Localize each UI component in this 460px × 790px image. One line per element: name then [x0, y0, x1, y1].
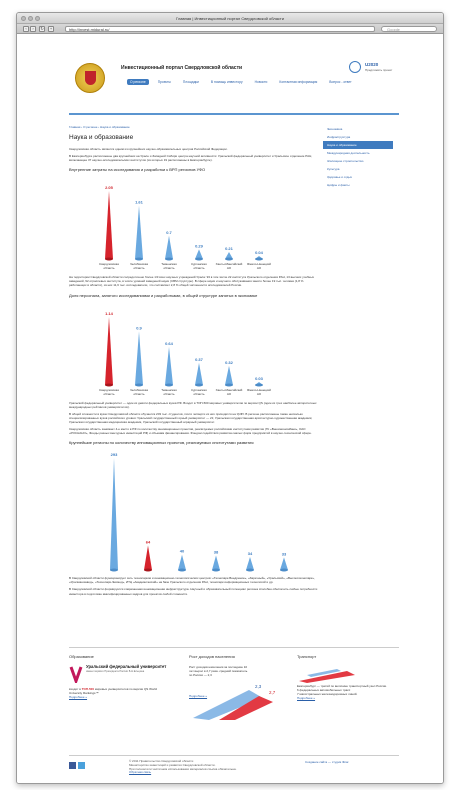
site-title[interactable]: Инвестиционный портал Свердловской области [121, 65, 243, 71]
sidebar-item[interactable]: Наука и образование [323, 141, 393, 149]
nav-item[interactable]: В помощь инвестору [210, 80, 243, 84]
data-label: 64 [145, 539, 151, 545]
income-value-region: 2,7 [269, 690, 276, 695]
chart-bar-base [105, 258, 113, 261]
block-title: Транспорт [297, 654, 317, 659]
university-name: Уральский федеральный университет [86, 664, 167, 669]
sidebar-item[interactable]: Международная деятельность [327, 151, 370, 155]
category-label: Ямало-Ненецкий [247, 387, 271, 392]
income-growth-graphic [189, 680, 289, 720]
chart-bar [135, 331, 143, 385]
category-label: Тюменская [161, 387, 177, 392]
chart-bar [105, 191, 113, 259]
breadcrumb-current: Наука и образование [100, 125, 130, 129]
category-label: область [193, 391, 205, 396]
chart-bar-base [178, 569, 186, 572]
badge-subtitle[interactable]: Предложить проект [365, 68, 393, 72]
paragraph: На территории Свердловской области сосредоточено более 1/3 всех научных учреждений Урала: 93 в том числе 22 института Уральского отделения РАН, 13 высших учебных заведений, 92 отраслевых института, в числе уровней заведений науки (СВМ структуре). В сфере науки и научного обслуживания занято более 19 тыс. человек (1,8 % работающих в области), из них 11,6 тыс. исследователи, что составляет 2,8 % общей численности исследователей России. [69, 275, 314, 288]
url-field[interactable]: http://invest.midural.ru/ [65, 26, 375, 32]
urfu-logo[interactable] [69, 665, 169, 683]
chart-bar-base [195, 383, 203, 386]
chart-rnd-costs [69, 175, 319, 275]
category-label: АО [256, 391, 262, 396]
main-nav [127, 79, 355, 85]
chart-bar [195, 362, 203, 384]
nav-item[interactable]: Новости [254, 80, 268, 84]
nav-item[interactable]: Контактная информация [279, 80, 318, 84]
chart-svg [69, 301, 319, 401]
category-label: область [133, 391, 145, 396]
chart-bar [212, 556, 220, 571]
social-links [69, 762, 85, 769]
coat-of-arms-logo[interactable] [75, 63, 105, 93]
nav-item[interactable]: Площадки [182, 80, 199, 84]
chart-bar-base [165, 383, 173, 386]
category-label: Ханты-Мансийский [215, 262, 243, 267]
chart-bar-base [246, 569, 254, 572]
top500-highlight: ТОП-500 [81, 687, 94, 691]
header-divider [69, 113, 399, 115]
details-link[interactable]: Подробнее » [189, 694, 208, 698]
transport-text: Екатеринбург — третий по величине транспортный узел России. [297, 684, 387, 688]
block-title: Образование [69, 654, 94, 659]
category-label: область [103, 391, 115, 396]
income-text: Рост доходов населения за последние 10 лет вырос в 2,7 раза. средний показатель по России — 2,3 [189, 665, 248, 677]
breadcrumb-region[interactable]: О регионе [83, 125, 98, 129]
paragraph: В Свердловской области формируется современная инновационная инфраструктура. Научный и образовательный потенциал региона способен обеспечить любые потребности инвестора в подготовке квалифицированных кадров для проектов любой сложности. [69, 587, 318, 596]
breadcrumb-home[interactable]: Главная [69, 125, 81, 129]
chart-title: Внутренние затраты на исследования и разработки к ВРП регионов УФО [69, 167, 206, 173]
paragraph: В общей сложности в вузах Свердловской области обучается 203 тыс. студентов, почти четверти из них приходится на УрФУ. В регионе расположены также несколько специализированных вузов российского уровня: Уральский государственный горный университет — 21; Уральская государственная архитектурно-художественная академия; Уральская государственная медицинская академия, Уральский государственный аграрный университет. [69, 411, 313, 424]
category-label: Свердловская [99, 262, 119, 267]
bookmark-icon[interactable]: + [49, 26, 53, 31]
chart-bar-base [225, 383, 233, 386]
badge-title[interactable]: U2020 [365, 62, 379, 67]
usage-note: При полном или частичном использовании материалов ссылка обязательна. [129, 766, 237, 771]
data-label: 34 [247, 551, 253, 557]
category-label: АО [226, 391, 232, 396]
data-label: 38 [213, 549, 219, 555]
main-content [69, 125, 319, 599]
category-label: область [163, 266, 175, 271]
chart-innovation-projects [69, 448, 319, 576]
category-label: Ямало-Ненецкий [247, 262, 271, 267]
browser-window [16, 12, 444, 784]
sidebar-item[interactable]: Культура [327, 167, 340, 171]
category-label: Челябинская [129, 262, 149, 267]
data-label: 0.32 [225, 359, 233, 365]
chart-bar-base [165, 258, 173, 261]
block-title: Рост доходов населения [189, 654, 235, 659]
income-value-russia: 2,3 [255, 684, 262, 689]
paragraph: Свердловская область занимает 4-е место в РФ по количеству инновационных проектов, реализуемых российскими институтами развития (ГК «Внешэкономбанк», ОАО «РОСНАНО», Фонды разных венчурных инвестиций РФ) и объемам финансирования. Фондом содействия развитию малых форм предприятий в научно-технической сфере. [69, 427, 312, 436]
category-label: Курганская [191, 262, 207, 267]
site-header [69, 45, 399, 105]
chart-title: Доля персонала, занятого исследованиями и разработками, в общей структуре занятых в экономике [69, 292, 258, 298]
forward-button[interactable]: › [30, 26, 36, 32]
nav-item[interactable]: Проекты [157, 80, 171, 84]
back-button[interactable]: ‹ [23, 26, 29, 32]
chart-bar-base [255, 383, 263, 386]
chart-bar-base [135, 383, 143, 386]
copyright-line: © 2011 Правительство Свердловской области [129, 759, 194, 763]
category-label: Ханты-Мансийский [215, 387, 243, 392]
data-label: 0.37 [195, 356, 203, 362]
made-by-link[interactable]: Создание сайта — студия Флаг [305, 760, 349, 764]
chart-bar-base [255, 258, 263, 261]
data-label: 0.04 [255, 250, 263, 256]
chart-bar-base [105, 383, 113, 386]
breadcrumb: Главная › О регионе › Наука и образование [69, 125, 130, 129]
education-text: входит в ТОП-500 мировых университетов по версии QS World University Rankings™ [69, 687, 157, 695]
sidebar-item[interactable]: Экономика [327, 127, 343, 131]
window-title: Главная | Инвестиционный портал Свердловской области [176, 16, 284, 21]
category-label: область [103, 266, 115, 271]
chart-bar-base [225, 258, 233, 261]
category-label: Курганская [191, 387, 207, 392]
facebook-icon[interactable] [69, 762, 76, 769]
transport-block [297, 654, 397, 700]
education-block [69, 654, 169, 699]
urfu-icon [69, 665, 83, 683]
chart-bar-base [195, 258, 203, 261]
chart-bar [178, 555, 186, 570]
web-page [17, 35, 443, 783]
twitter-icon[interactable] [78, 762, 85, 769]
data-label: 40 [179, 548, 185, 554]
category-label: Свердловская [99, 387, 119, 392]
nav-item[interactable]: О регионе [127, 79, 149, 85]
category-label: область [193, 266, 205, 271]
data-label: 1.14 [105, 310, 113, 316]
transport-highways: 6 федеральных автомобильных трасс [297, 688, 351, 692]
chart-bar [105, 317, 113, 385]
paragraph: Свердловская область является одним из крупнейших научно-образовательных центров Российской Федерации. [69, 147, 228, 151]
sidebar-item[interactable]: Здоровье и отдых [327, 175, 353, 179]
copyright [129, 760, 289, 775]
data-label: 0.64 [165, 340, 173, 346]
sidebar [323, 125, 393, 189]
title-bar [17, 13, 443, 24]
data-label: 0.7 [166, 230, 172, 236]
page-footer [69, 755, 399, 784]
search-input[interactable]: Google [381, 26, 437, 32]
paragraph: В Екатеринбурге расположены два крупнейших на Урале и Западной Сибири центра научной активности: Уральский федеральный университет и Уральское отделение РАН, включающее 37 научно-исследовательских институтов (из которых 19 расположены в Екатеринбурге). [69, 154, 313, 163]
chart-bar [144, 546, 152, 570]
browser-toolbar [17, 24, 443, 34]
chart-bar-base [144, 569, 152, 572]
chart-bar [246, 557, 254, 570]
feedback-link[interactable]: Обратная связь [129, 770, 152, 775]
category-label: АО [256, 266, 262, 271]
category-label: АО [226, 266, 232, 271]
paragraph: Уральский федеральный университет — один из девяти федеральных вузов РФ. Входит в ТОП-500 мировых университетов по версии QS (один из трех наиболее авторитетных международных рейтингов университетов). [69, 400, 317, 409]
data-label: 33 [281, 551, 287, 557]
university-subtitle: имени первого Президента России Б.Н.Ельцина [86, 669, 145, 673]
chart-bar-base [212, 569, 220, 572]
chart-title: Крупнейшие регионы по количеству инновационных проектов, реализуемых институтами развития [69, 440, 254, 446]
details-link[interactable]: Подробнее » [297, 696, 316, 700]
data-label: 1.61 [135, 199, 143, 205]
chart-bar [165, 236, 173, 259]
category-label: Тюменская [161, 262, 177, 267]
nav-item[interactable]: Вопрос - ответ [329, 80, 352, 84]
chart-bar-base [280, 569, 288, 572]
category-label: область [163, 391, 175, 396]
data-label: 293 [110, 452, 118, 458]
chart-bar [280, 558, 288, 571]
reload-icon[interactable]: ↻ [40, 26, 44, 31]
income-block [189, 654, 289, 698]
page-title: Наука и образование [69, 134, 134, 141]
category-label: Челябинская [129, 387, 149, 392]
chart-bar [135, 206, 143, 259]
details-link[interactable]: Подробнее » [69, 695, 88, 699]
chart-bar [165, 346, 173, 384]
info-blocks [69, 647, 399, 727]
sidebar-item[interactable]: Цифры и факты [327, 183, 350, 187]
chart-svg [69, 448, 319, 576]
sidebar-item[interactable]: Инфраструктура [327, 135, 351, 139]
data-label: 0.21 [225, 246, 233, 252]
chart-bar-base [110, 569, 118, 572]
ministry-line: Министерство инвестиций и развития Свердловской области. [129, 762, 216, 767]
data-label: 0.9 [136, 324, 142, 330]
sidebar-item[interactable]: Жилищное строительство [327, 159, 364, 163]
chart-rnd-staff [69, 301, 319, 401]
chart-svg [69, 175, 319, 275]
transport-railways: 7 магистральных железнодорожных линий. [297, 692, 358, 696]
category-label: область [133, 266, 145, 271]
chart-bar [225, 365, 233, 384]
u2020-icon[interactable] [349, 61, 361, 73]
train-icon [297, 665, 357, 683]
data-label: 0.29 [195, 243, 203, 249]
data-label: 2.05 [105, 185, 113, 191]
data-label: 0.03 [255, 375, 263, 381]
chart-bar-base [135, 258, 143, 261]
paragraph: В Свердловской области функционирует сеть технопарков и инновационно-технологических центров: «Технопарк-Внедрение», «Заречный», «Уральский», «Высокотехнопарк», «Уралмашзавод», «Технопарк-Экомед», ИТЦ «Академический» на базе Уральского отделения РАН, технопарк информационных технологий и др. [69, 576, 315, 585]
chart-bar [110, 458, 118, 570]
